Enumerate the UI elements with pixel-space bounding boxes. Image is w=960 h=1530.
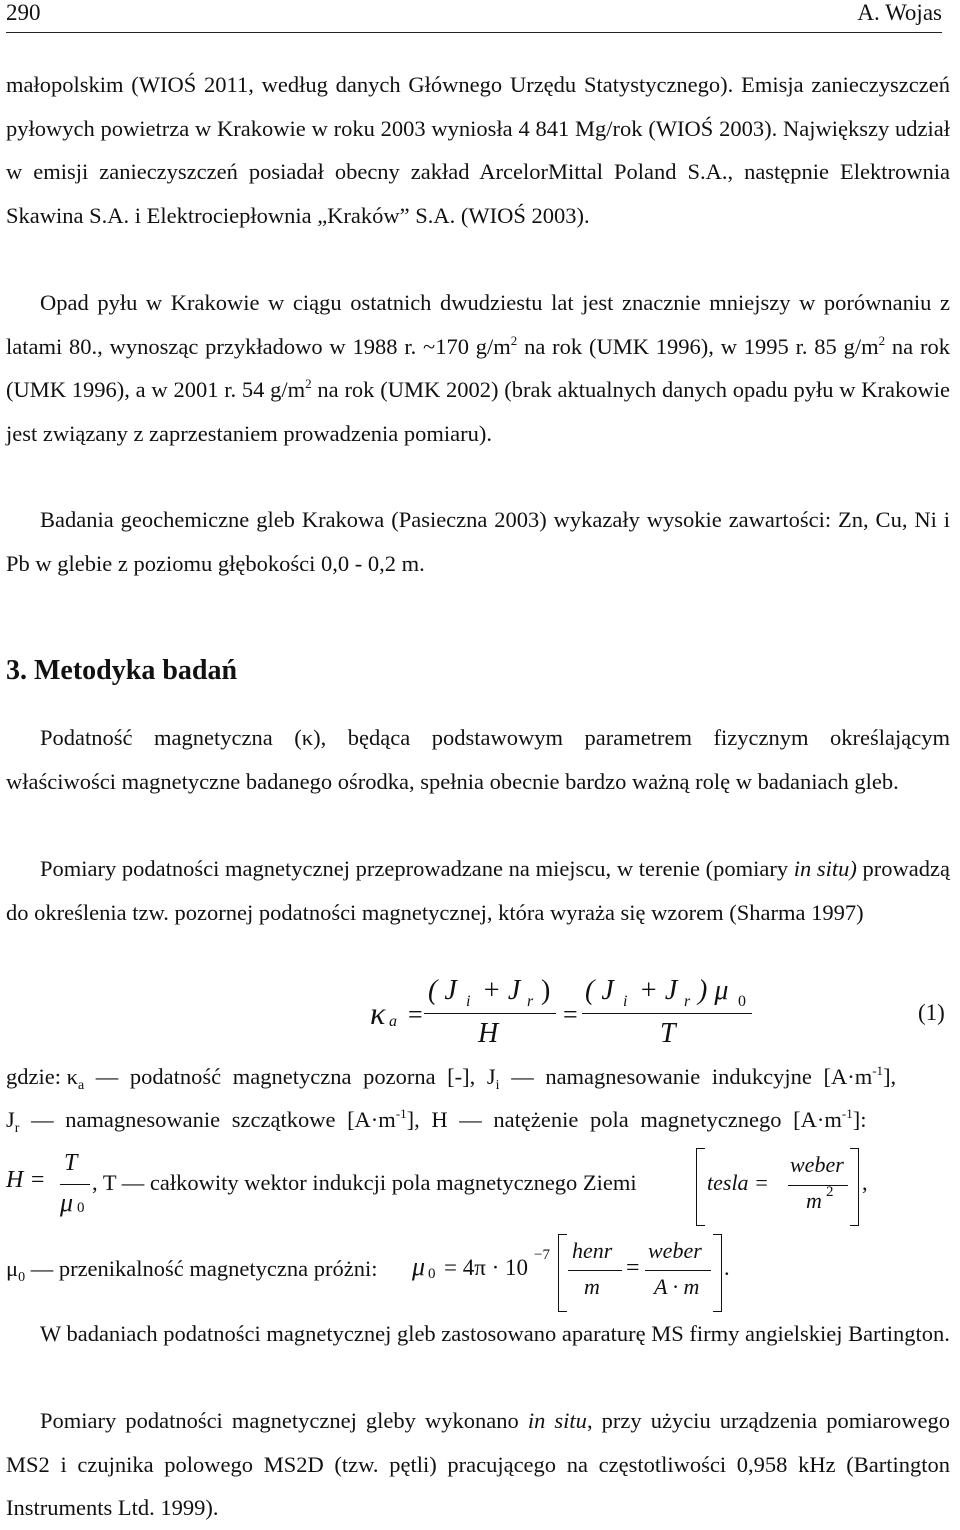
tesla-m-sup: 2: [826, 1184, 834, 1200]
def-line1-end: ],: [883, 1064, 897, 1089]
def-kappa: gdzie: κ: [6, 1064, 78, 1089]
eq1-num2-plus: + J: [639, 975, 678, 1006]
tesla-equals: tesla =: [707, 1170, 769, 1195]
def-jr: J: [6, 1107, 15, 1132]
eq1-den1: H: [478, 1018, 499, 1049]
eq1-num2-open: ( J: [585, 975, 614, 1006]
eq1-equals-2: =: [563, 1000, 578, 1029]
h-denominator-mu: μ: [60, 1188, 74, 1217]
p2-text-b: na rok (UMK 1996), w 1995 r. 85 g/m: [517, 333, 879, 359]
mu0-am: A · m: [654, 1274, 700, 1299]
mu0-period: .: [724, 1255, 730, 1280]
tesla-m: m: [806, 1188, 822, 1213]
paragraph-emissions: małopolskim (WIOŚ 2011, według danych Głównego Urzędu Statystycznego). Emisja zanieczyszczeń pyłowych powietrza w Krakowie w roku 2003 wyniosła 4 841 Mg/rok (WIOŚ 2003). Największy udział w emisji zanieczyszczeń posiadał obecny zakład ArcelorMittal Poland S.A., następnie Elektrownia Skawina S.A. i Elektrociepłownia „Kraków” S.A. (WIOŚ 2003).: [6, 72, 950, 228]
eq1-num1-close: ): [541, 975, 551, 1006]
p7-text-b: , przy użyciu urządzenia pomiarowego MS2 i czujnika polowego MS2D (tzw. pętli) pracującego na częstotliwości 0,958 kHz (Bartington Instruments Ltd. 1999).: [6, 1408, 951, 1520]
eq1-kappa-sub: a: [389, 1013, 397, 1030]
def-jr-sub: r: [14, 1121, 20, 1136]
paragraph-apparatus: W badaniach podatności magnetycznej gleb zastosowano aparaturę MS firmy angielskiej Bartington.: [40, 1321, 950, 1346]
t-definition: , T — całkowity wektor indukcji pola magnetycznego Ziemi: [92, 1170, 637, 1195]
eq1-num1-open: ( J: [428, 975, 457, 1006]
h-fraction-bar: [60, 1184, 90, 1185]
eq1-kappa: κ: [370, 995, 386, 1031]
mu0-eq-symbol: μ: [412, 1252, 426, 1281]
eq1-equals-1: =: [408, 1000, 423, 1029]
running-author: A. Wojas: [857, 0, 942, 25]
h-denominator-sub: 0: [77, 1200, 85, 1216]
eq1-number: (1): [918, 1000, 945, 1025]
eq1-num2-i: i: [623, 993, 628, 1010]
mu0-eq-value: = 4π · 10: [444, 1255, 528, 1280]
eq1-num1-plus: + J: [482, 975, 521, 1006]
p2-sup-3: 2: [305, 376, 312, 391]
p2-text-a: Opad pyłu w Krakowie w ciągu ostatnich dwudziestu lat jest znacznie mniejszy w porównaniu z latami 80., wynosząc przykładowo w 1988 r. ~170 g/m: [6, 290, 950, 359]
mu0-text: — przenikalność magnetyczna próżni:: [25, 1256, 378, 1281]
p5-text-b: prowadzą do określenia tzw. pozornej podatności magnetycznej, która wyraża się wzorem (Sharma 1997): [6, 856, 950, 925]
def-h-sup: -1: [841, 1106, 853, 1121]
mu0-equals: =: [626, 1255, 640, 1281]
eq1-num1-i: i: [466, 993, 471, 1010]
p7-in-situ: in situ: [527, 1408, 587, 1433]
p5-text-a: Pomiary podatności magnetycznej przeprowadzane na miejscu, w terenie (pomiary: [40, 856, 794, 881]
def-jr-sup: -1: [395, 1106, 407, 1121]
p2-sup-2: 2: [878, 332, 886, 348]
paragraph-dust-fall: [6, 281, 950, 455]
mu0-bracket-left: [558, 1234, 567, 1312]
section-heading: 3. Metodyka badań: [6, 655, 238, 686]
def-ka-text: — podatność magnetyczna pozorna [-], J: [84, 1064, 496, 1089]
paragraph-in-situ: [6, 1399, 950, 1530]
def-ji-text: — namagnesowanie indukcyjne [A·m: [499, 1064, 873, 1089]
tesla-bracket-right: [850, 1148, 859, 1226]
running-header: [6, 0, 942, 33]
tesla-comma: ,: [862, 1170, 868, 1195]
def-kappa-sub: a: [77, 1078, 85, 1093]
p2-text-c: na rok (UMK 1996), a w 2001 r. 54 g/m: [6, 333, 950, 402]
mu0-henr: henr: [572, 1238, 613, 1263]
definitions-line-2: [6, 1106, 950, 1136]
page-number: 290: [6, 0, 41, 25]
paragraph-susceptibility: Podatność magnetyczna (κ), będąca podstawowym parametrem fizycznym określającym właściwości magnetyczne badanego ośrodka, spełnia obecnie bardzo ważną rolę w badaniach gleb.: [6, 725, 950, 794]
eq1-fraction-bar-1: [424, 1013, 556, 1014]
mu0-label: [6, 1256, 378, 1285]
def-jr-text: — namagnesowanie szczątkowe [A·m: [19, 1107, 396, 1132]
h-numerator: T: [64, 1150, 78, 1176]
p2-sup-1: 2: [510, 332, 518, 348]
eq1-fraction-bar-2: [582, 1013, 752, 1014]
mu0-symbol-sub: 0: [18, 1270, 26, 1285]
eq1-mu-zero: 0: [738, 993, 746, 1010]
eq1-num1-r: r: [527, 993, 534, 1010]
eq1-num2-r: r: [684, 993, 691, 1010]
h-equals: H =: [6, 1167, 46, 1193]
tesla-weber: weber: [790, 1152, 844, 1177]
p2-text-d: na rok (UMK 2002) (brak aktualnych danych opadu pyłu w Krakowie jest związany z zaprzestaniem prowadzenia pomiaru).: [6, 377, 951, 446]
mu0-bracket-right: [713, 1234, 722, 1312]
mu0-weber: weber: [648, 1238, 702, 1263]
def-h-text: ], H — natężenie pola magnetycznego [A·m: [406, 1107, 842, 1132]
p7-text-a: Pomiary podatności magnetycznej gleby wykonano: [40, 1408, 528, 1433]
mu0-m: m: [584, 1274, 600, 1299]
def-line2-end: ]:: [852, 1107, 867, 1132]
eq1-num2-close-mu: ) μ: [698, 975, 729, 1006]
tesla-bracket-left: [696, 1148, 705, 1226]
paragraph-geochemistry: Badania geochemiczne gleb Krakowa (Pasieczna 2003) wykazały wysokie zawartości: Zn, Cu, Ni i Pb w glebie z poziomu głębokości 0,0 - 0,2 m.: [6, 507, 950, 576]
def-ji-sub: i: [495, 1078, 500, 1093]
mu0-fraction-bar-1: [568, 1270, 622, 1271]
definitions-line-1: [6, 1063, 950, 1093]
mu0-symbol: μ: [6, 1256, 19, 1281]
def-ji-sup: -1: [872, 1063, 884, 1078]
mu0-fraction-bar-2: [645, 1270, 711, 1271]
tesla-fraction-bar: [788, 1185, 848, 1186]
mu0-eq-sub: 0: [428, 1266, 436, 1282]
p5-in-situ: in situ): [793, 856, 857, 881]
mu0-eq-exponent: −7: [534, 1247, 550, 1263]
eq1-den2: T: [660, 1018, 676, 1049]
paragraph-measurements: [6, 847, 950, 934]
